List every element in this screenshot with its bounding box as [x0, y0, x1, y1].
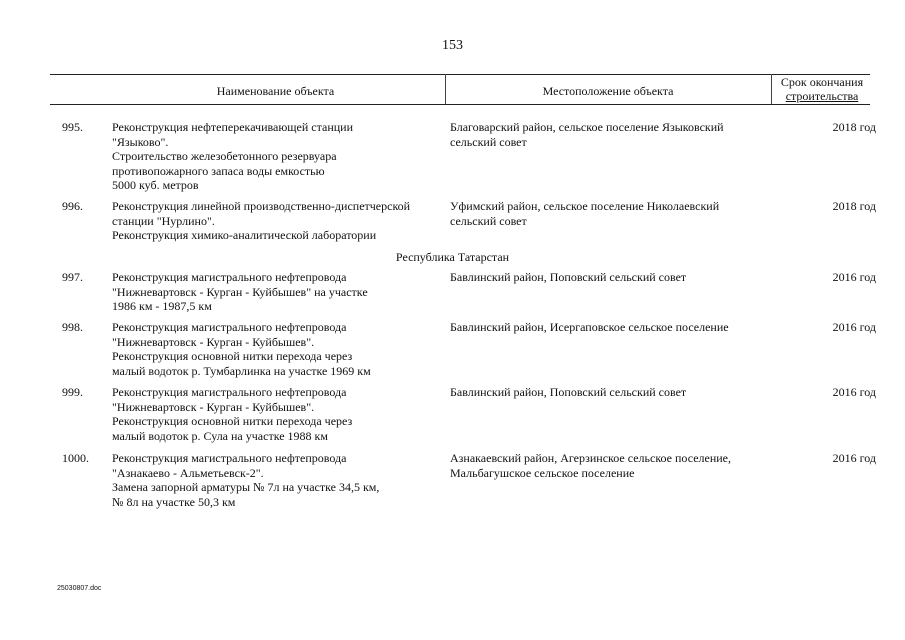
object-name-line: малый водоток р. Сула на участке 1988 км	[112, 428, 328, 443]
object-location-line: Азнакаевский район, Агерзинское сельское поселение,	[450, 451, 732, 465]
table-top-rule	[50, 74, 870, 75]
object-name	[112, 385, 444, 443]
object-location-line: сельский совет	[450, 213, 527, 228]
table-header-rule	[50, 104, 870, 105]
object-location-line: Мальбагушское сельское поселение	[450, 465, 635, 480]
object-location-line: Благоварский район, сельское поселение Языковский	[450, 120, 724, 134]
object-name	[112, 270, 444, 314]
object-location	[450, 451, 760, 480]
header-term-line-2: строительства	[785, 89, 859, 103]
object-name-line: "Нижневартовск - Курган - Куйбышев".	[112, 334, 315, 349]
object-name-line: Строительство железобетонного резервуара	[112, 149, 337, 164]
object-location	[450, 320, 760, 335]
completion-term: 2016 год	[832, 451, 876, 465]
region-heading: Республика Татарстан	[395, 250, 510, 264]
object-name-line: малый водоток р. Тумбарлинка на участке 1969 км	[112, 363, 371, 378]
object-name-line: 5000 куб. метров	[112, 178, 199, 193]
completion-term: 2016 год	[832, 270, 876, 284]
completion-term: 2018 год	[832, 199, 876, 213]
row-number: 1000.	[62, 451, 89, 465]
object-name-line: Реконструкция линейной производственно-диспетчерской	[112, 199, 411, 213]
object-name-line: "Нижневартовск - Курган - Куйбышев".	[112, 399, 315, 414]
object-name-line: Замена запорной арматуры № 7л на участке 34,5 км,	[112, 480, 380, 495]
object-location	[450, 120, 760, 149]
object-location-line: Уфимский район, сельское поселение Николаевский	[450, 199, 720, 213]
header-name-column: Наименование объекта	[216, 84, 335, 98]
object-name-line: "Языково".	[112, 134, 169, 149]
object-name	[112, 199, 444, 243]
object-location-line: Бавлинский район, Поповский сельский совет	[450, 270, 687, 284]
completion-term: 2016 год	[832, 385, 876, 399]
file-name-footer: 25030807.doc	[57, 585, 102, 592]
object-location-line: Бавлинский район, Поповский сельский совет	[450, 385, 687, 399]
object-name-line: Реконструкция химико-аналитической лаборатории	[112, 228, 377, 243]
header-term-column	[772, 75, 872, 103]
row-number: 997.	[62, 270, 83, 284]
object-name-line: № 8л на участке 50,3 км	[112, 494, 236, 509]
object-location	[450, 270, 760, 285]
object-name-line: противопожарного запаса воды емкостью	[112, 163, 325, 178]
object-name	[112, 320, 444, 378]
object-location	[450, 199, 760, 228]
header-location-column: Местоположение объекта	[542, 84, 674, 98]
object-location	[450, 385, 760, 400]
object-name-line: "Азнакаево - Альметьевск-2".	[112, 465, 264, 480]
object-name-line: Реконструкция основной нитки перехода через	[112, 414, 353, 429]
row-number: 998.	[62, 320, 83, 334]
row-number: 999.	[62, 385, 83, 399]
object-name-line: Реконструкция магистрального нефтепровода	[112, 320, 347, 334]
object-name-line: "Нижневартовск - Курган - Куйбышев" на участке	[112, 284, 368, 299]
object-name-line: Реконструкция магистрального нефтепровода	[112, 451, 347, 465]
row-number: 995.	[62, 120, 83, 134]
object-location-line: Бавлинский район, Исергаповское сельское поселение	[450, 320, 729, 334]
object-name	[112, 451, 444, 509]
completion-term: 2016 год	[832, 320, 876, 334]
object-name-line: станции "Нурлино".	[112, 213, 215, 228]
row-number: 996.	[62, 199, 83, 213]
object-name-line: Реконструкция основной нитки перехода через	[112, 349, 353, 364]
object-name-line: Реконструкция нефтеперекачивающей станции	[112, 120, 354, 134]
page-number: 153	[442, 38, 463, 53]
completion-term: 2018 год	[832, 120, 876, 134]
object-name	[112, 120, 444, 193]
object-name-line: 1986 км - 1987,5 км	[112, 299, 212, 314]
object-name-line: Реконструкция магистрального нефтепровода	[112, 270, 347, 284]
header-divider-1	[445, 74, 446, 104]
header-term-line-1: Срок окончания	[780, 75, 864, 89]
object-location-line: сельский совет	[450, 134, 527, 149]
object-name-line: Реконструкция магистрального нефтепровода	[112, 385, 347, 399]
